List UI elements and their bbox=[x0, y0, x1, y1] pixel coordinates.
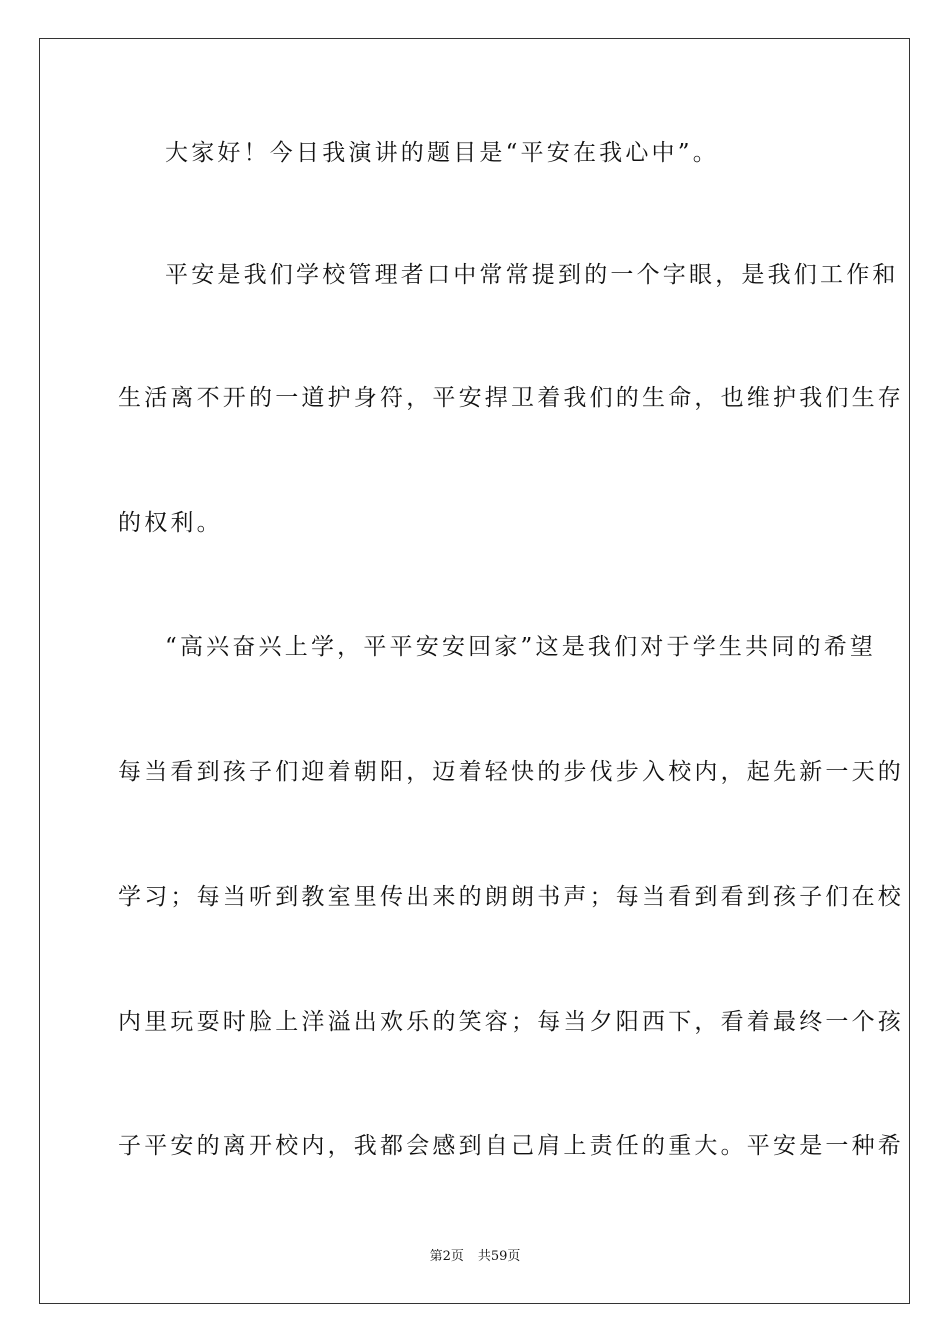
paragraph-line: 的权利。 bbox=[118, 510, 223, 536]
paragraph-line: “高兴奋兴上学，平平安安回家”这是我们对于学生共同的希望 bbox=[165, 634, 877, 660]
page-border bbox=[39, 38, 910, 1304]
paragraph-line: 子平安的离开校内，我都会感到自己肩上责任的重大。平安是一种希 bbox=[118, 1133, 904, 1159]
page-footer bbox=[0, 1248, 950, 1266]
paragraph-line: 内里玩耍时脸上洋溢出欢乐的笑容；每当夕阳西下，看着最终一个孩 bbox=[118, 1009, 904, 1035]
paragraph-line: 平安是我们学校管理者口中常常提到的一个字眼，是我们工作和 bbox=[165, 262, 899, 288]
paragraph-line: 学习；每当听到教室里传出来的朗朗书声；每当看到看到孩子们在校 bbox=[118, 884, 904, 910]
page-number: 第2页 bbox=[429, 1249, 464, 1264]
paragraph-line: 每当看到孩子们迎着朝阳，迈着轻快的步伐步入校内，起先新一天的 bbox=[118, 759, 904, 785]
paragraph-line: 大家好！今日我演讲的题目是“平安在我心中”。 bbox=[165, 140, 719, 166]
paragraph-line: 生活离不开的一道护身符，平安捍卫着我们的生命，也维护我们生存 bbox=[118, 385, 904, 411]
total-pages: 共59页 bbox=[477, 1249, 521, 1264]
